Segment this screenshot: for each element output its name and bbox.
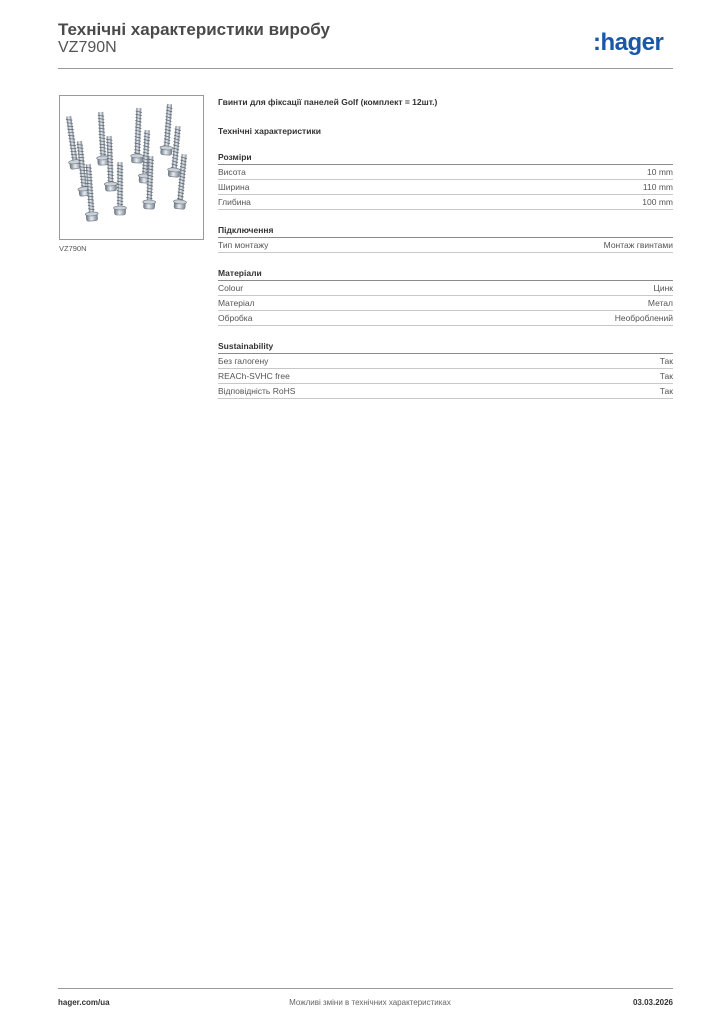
- spec-label: Глибина: [218, 197, 251, 207]
- screw: [130, 108, 145, 163]
- footer-website-link[interactable]: hager.com/ua: [58, 998, 110, 1007]
- spec-row: [218, 296, 673, 311]
- spec-value: 110 mm: [642, 182, 673, 192]
- spec-label: Тип монтажу: [218, 240, 269, 250]
- footer-date: 03.03.2026: [632, 998, 673, 1007]
- spec-row: [218, 180, 673, 195]
- photo-caption: VZ790N: [59, 244, 87, 253]
- screw: [160, 104, 177, 156]
- page-title: Технічні характеристики виробу: [58, 20, 330, 39]
- header-divider: [58, 68, 673, 69]
- group-sustainability: [218, 340, 673, 399]
- group-title: Підключення: [218, 224, 673, 238]
- spec-value: 10 mm: [647, 167, 673, 177]
- group-materials: [218, 267, 673, 326]
- group-title: Sustainability: [218, 340, 673, 354]
- spec-value: Так: [659, 386, 673, 396]
- spec-row: [218, 369, 673, 384]
- product-name: Гвинти для фіксації панелей Golf (комплект = 12шт.): [218, 97, 438, 107]
- spec-value: Так: [659, 371, 673, 381]
- spec-label: Ширина: [218, 182, 250, 192]
- group-dimensions: [218, 151, 673, 210]
- group-title: Розміри: [218, 151, 673, 165]
- spec-label: Colour: [218, 283, 244, 293]
- footer-note: Можливі зміни в технічних характеристиках: [289, 998, 451, 1007]
- spec-row: [218, 195, 673, 210]
- spec-row: [218, 354, 673, 369]
- product-code: VZ790N: [58, 39, 117, 56]
- screws-image: [60, 96, 203, 239]
- spec-value: Цинк: [653, 283, 673, 293]
- spec-row: [218, 281, 673, 296]
- spec-row: [218, 238, 673, 253]
- spec-label: Обробка: [218, 313, 253, 323]
- spec-value: Так: [659, 356, 673, 366]
- spec-label: REACh-SVHC free: [218, 371, 290, 381]
- spec-value: Монтаж гвинтами: [603, 240, 673, 250]
- spec-row: [218, 311, 673, 326]
- spec-label: Висота: [218, 167, 246, 177]
- spec-title: Технічні характеристики: [218, 126, 321, 136]
- group-connection: [218, 224, 673, 253]
- svg-text::hager: :hager: [593, 29, 664, 56]
- spec-value: Метал: [647, 298, 673, 308]
- spec-row: [218, 384, 673, 399]
- spec-row: [218, 165, 673, 180]
- group-title: Матеріали: [218, 267, 673, 281]
- footer-divider: [58, 988, 673, 989]
- spec-value: Необроблений: [614, 313, 673, 323]
- spec-label: Відповідність RoHS: [218, 386, 296, 396]
- spec-label: Матеріал: [218, 298, 255, 308]
- spec-value: 100 mm: [642, 197, 673, 207]
- spec-label: Без галогену: [218, 356, 269, 366]
- product-photo: [59, 95, 204, 240]
- hager-logo: [593, 29, 673, 57]
- spec-sheet: [218, 95, 673, 399]
